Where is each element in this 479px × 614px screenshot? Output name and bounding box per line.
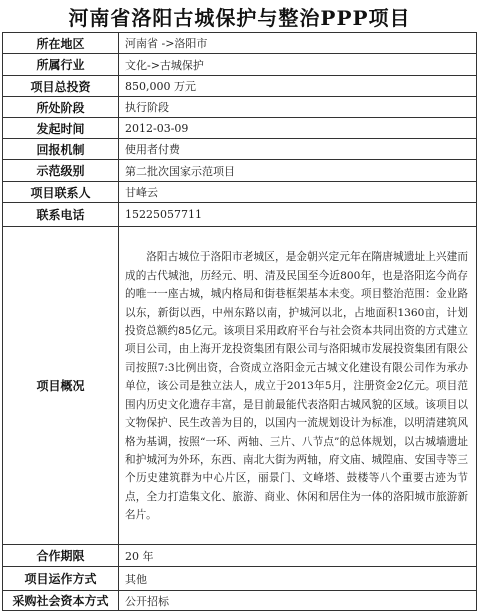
table-row bbox=[3, 33, 477, 54]
row-label-industry: 所属行业 bbox=[3, 54, 119, 76]
table-row bbox=[3, 203, 477, 227]
table-row bbox=[3, 54, 477, 76]
table-row bbox=[3, 591, 477, 611]
row-label-contact: 项目联系人 bbox=[3, 182, 119, 203]
row-label-phone: 联系电话 bbox=[3, 203, 119, 227]
row-value-total-investment: 850,000 万元 bbox=[119, 76, 477, 97]
table-row bbox=[3, 139, 477, 160]
row-value-return-mechanism: 使用者付费 bbox=[119, 139, 477, 160]
row-label-return-mechanism: 回报机制 bbox=[3, 139, 119, 160]
row-value-start-date: 2012-03-09 bbox=[119, 118, 477, 139]
row-label-stage: 所处阶段 bbox=[3, 97, 119, 118]
row-label-demo-level: 示范级别 bbox=[3, 160, 119, 182]
row-value-cooperation-term: 20 年 bbox=[119, 545, 477, 567]
project-info-table bbox=[2, 32, 477, 611]
table-row bbox=[3, 160, 477, 182]
row-label-overview: 项目概况 bbox=[3, 227, 119, 545]
row-label-operation-mode: 项目运作方式 bbox=[3, 567, 119, 591]
row-label-procurement-method: 采购社会资本方式 bbox=[3, 591, 119, 611]
table-row bbox=[3, 97, 477, 118]
row-value-procurement-method: 公开招标 bbox=[119, 591, 477, 611]
table-row bbox=[3, 182, 477, 203]
row-label-cooperation-term: 合作期限 bbox=[3, 545, 119, 567]
table-row bbox=[3, 76, 477, 97]
row-value-region: 河南省 ->洛阳市 bbox=[119, 33, 477, 54]
table-row bbox=[3, 227, 477, 545]
table-row bbox=[3, 567, 477, 591]
row-value-demo-level: 第二批次国家示范项目 bbox=[119, 160, 477, 182]
page-title: 河南省洛阳古城保护与整治PPP项目 bbox=[68, 5, 411, 30]
row-value-stage: 执行阶段 bbox=[119, 97, 477, 118]
row-value-phone: 15225057711 bbox=[119, 203, 477, 227]
row-value-industry: 文化->古城保护 bbox=[119, 54, 477, 76]
row-label-total-investment: 项目总投资 bbox=[3, 76, 119, 97]
row-value-overview bbox=[119, 227, 477, 545]
row-label-region: 所在地区 bbox=[3, 33, 119, 54]
row-label-start-date: 发起时间 bbox=[3, 118, 119, 139]
table-row bbox=[3, 118, 477, 139]
overview-text: 洛阳古城位于洛阳市老城区，是金朝兴定元年在隋唐城遗址上兴建而成的古代城池，历经元、明、清及民国至今近800年，也是洛阳迄今尚存的唯一一座古城，城内格局和街巷框架基本未变。项目整治范围：金业路以东，新街以西，中州东路以南，护城河以北，占地面积1360亩，计划投资总额约85亿元。该项目采用政府平台与社会资本共同出资的方式建立项目公司，由上海开龙投资集团有限公司与洛阳城市发展投资集团有限公司按照7:3比例出资，合资成立洛阳金元古城文化建设有限公司作为承办单位，该公司是独立法人，成立于2013年5月，注册资金2亿元。项目范围内历史文化遗存丰富，是目前最能代表洛阳古城风貌的区域。该项目以文物保护、民生改善为目的，以国内一流规划设计为标准，以明清建筑风格为基调，按照“一环、两轴、三片、八节点”的总体规划，以古城墙遗址和护城河为外环，东西、南北大街为两轴，府文庙、城隍庙、安国寺等三个历史建筑群为中心片区，丽景门、文峰塔、鼓楼等八个重要古迹为节点，全力打造集文化、旅游、商业、休闲和居住为一体的洛阳城市旅游新名片。 bbox=[125, 251, 468, 522]
row-value-operation-mode: 其他 bbox=[119, 567, 477, 591]
row-value-contact: 甘峰云 bbox=[119, 182, 477, 203]
table-row bbox=[3, 545, 477, 567]
